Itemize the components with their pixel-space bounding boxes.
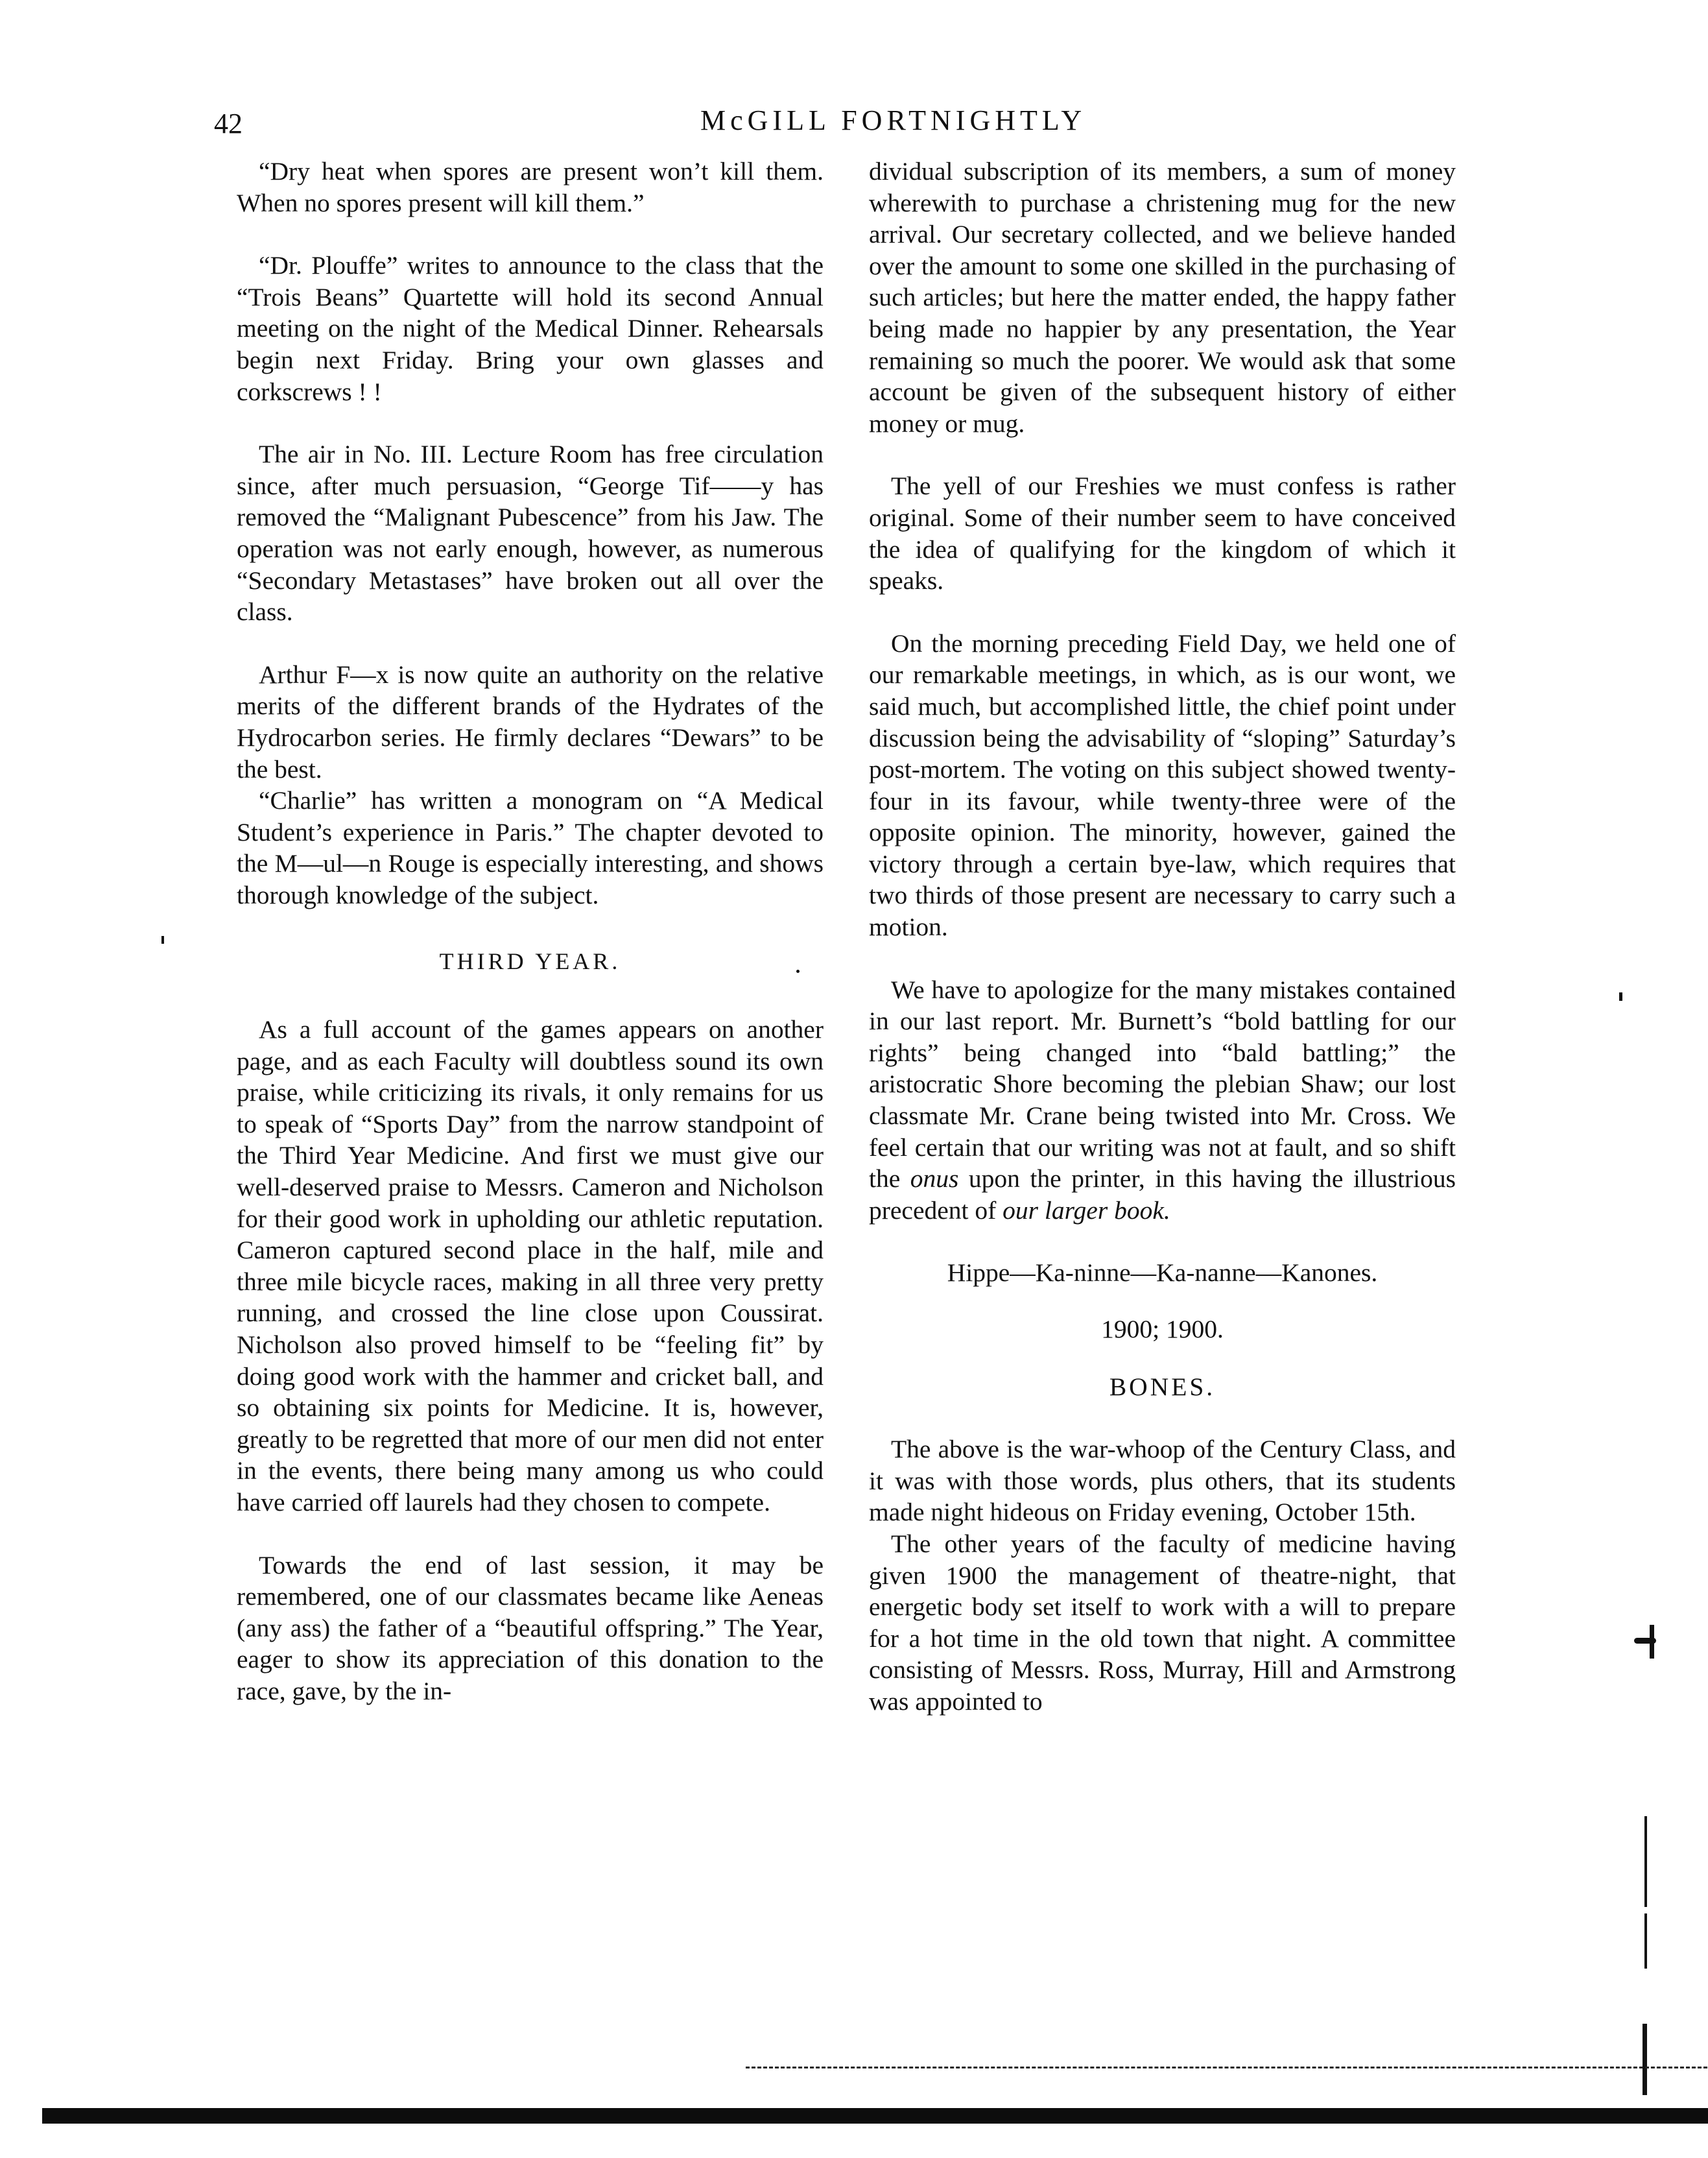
paragraph: Arthur F—x is now quite an authority on the relative merits of the different brands of the Hydrates of the Hydrocarbon series. He firmly declares “Dewars” to be the best. [237, 660, 824, 784]
paragraph [869, 974, 1456, 1227]
paragraph: As a full account of the games appears on another page, and as each Faculty will doubtless sound its own praise, while criticizing its rivals, it only remains for us to speak of “Sports Day” from the narrow standpoint of the Third Year Medicine. And first we must give our well-deserved praise to Messrs. Cameron and Nicholson for their good work in upholding our athletic reputation. Cameron captured second place in the half, mile and three mile bicycle races, making in all three very pretty running, and crossed the line close upon Coussirat. Nicholson also proved himself to be “feeling fit” by doing good work with the hammer and cricket ball, and so obtaining six points for Medicine. It is, however, greatly to be regretted that more of our men did not enter in the events, there being many among us who could have carried off laurels had they chosen to compete. [237, 1015, 824, 1517]
footer-rule [42, 2108, 1708, 2124]
scan-speck [1643, 2024, 1647, 2095]
paragraph: “Charlie” has written a monogram on “A Medical Student’s experience in Paris.” The chapter devoted to the M—ul—n Rouge is especially interesting, and shows thorough knowledge of the subject. [237, 786, 824, 909]
section-heading: THIRD YEAR. [439, 948, 621, 975]
paragraph: The yell of our Freshies we must confess is rather original. Some of their number seem to have conceived the idea of qualifying for the kingdom of which it speaks. [869, 472, 1456, 595]
scan-speck [796, 970, 800, 973]
paragraph: The other years of the faculty of medicine having given 1900 the management of theatre-night, that energetic body set itself to work with a will to prepare for a hot time in the old town that night. A committee consisting of Messrs. Ross, Murray, Hill and Armstrong was appointed to [869, 1529, 1456, 1716]
scan-speck [1644, 1913, 1647, 1969]
italic-term: our larger book. [1002, 1195, 1170, 1225]
page-number: 42 [214, 108, 243, 139]
scan-speck [1619, 992, 1622, 1001]
paragraph: “Dry heat when spores are present won’t kill them. When no spores present will kill them.” [237, 157, 824, 217]
scan-speck [1650, 1625, 1654, 1659]
paragraph-text: upon the printer, in this having the illustrious precedent of [869, 1164, 1456, 1225]
italic-term: onus [910, 1164, 959, 1193]
class-yell: Hippe—Ka-ninne—Ka-nanne—Kanones. [947, 1258, 1378, 1288]
class-year: 1900; 1900. [1101, 1315, 1224, 1343]
paragraph: “Dr. Plouffe” writes to announce to the class that the “Trois Beans” Quartette will hold its second Annual meeting on the night of the Medical Dinner. Rehearsals begin next Friday. Bring your own glasses and corkscrews ! ! [237, 251, 824, 406]
paragraph: Towards the end of last session, it may be remembered, one of our classmates became like Aeneas (any ass) the father of a “beautiful offspring.” The Year, eager to show its appreciation of this donation to the race, gave, by the in- [237, 1550, 824, 1705]
paragraph-text: We have to apologize for the many mistakes contained in our last report. Mr. Burnett’s “bold battling for our rights” being changed into “bald battling;” the aristocratic Shore becoming the plebian Shaw; our lost classmate Mr. Crane being twisted into Mr. Cross. We feel certain that our writing was not at fault, and so shift the [869, 975, 1456, 1193]
scan-speck [1644, 1816, 1647, 1907]
paragraph: dividual subscription of its members, a sum of money wherewith to purchase a christening mug for the new arrival. Our secretary collected, and we believe handed over the amount to some one skilled in the purchasing of such articles; but here the matter ended, the happy father being made no happier by any presentation, the Year remaining so much the poorer. We would ask that some account be given of the subsequent history of either money or mug. [869, 157, 1456, 438]
running-head: McGILL FORTNIGHTLY [700, 104, 1087, 136]
left-column [237, 156, 824, 1738]
footer-dash [746, 2067, 1708, 2070]
bones-heading: BONES. [1109, 1372, 1216, 1401]
paragraph: The above is the war-whoop of the Century Class, and it was with those words, plus others, that its students made night hideous on Friday evening, October 15th. [869, 1435, 1456, 1527]
scan-speck [161, 936, 164, 944]
paragraph: The air in No. III. Lecture Room has free circulation since, after much persuasion, “George Tif——y has removed the “Malignant Pubescence” from his Jaw. The operation was not early enough, however, as numerous “Secondary Metastases” have broken out all over the class. [237, 440, 824, 627]
right-column [869, 156, 1456, 1749]
paragraph: On the morning preceding Field Day, we held one of our remarkable meetings, in which, as is our wont, we said much, but accomplished little, the chief point under discussion being the advisability of “sloping” Saturday’s post-mortem. The voting on this subject showed twenty-four in its favour, while twenty-three were of the opposite opinion. The minority, however, gained the victory through a certain bye-law, which requires that two thirds of those present are necessary to carry such a motion. [869, 629, 1456, 942]
